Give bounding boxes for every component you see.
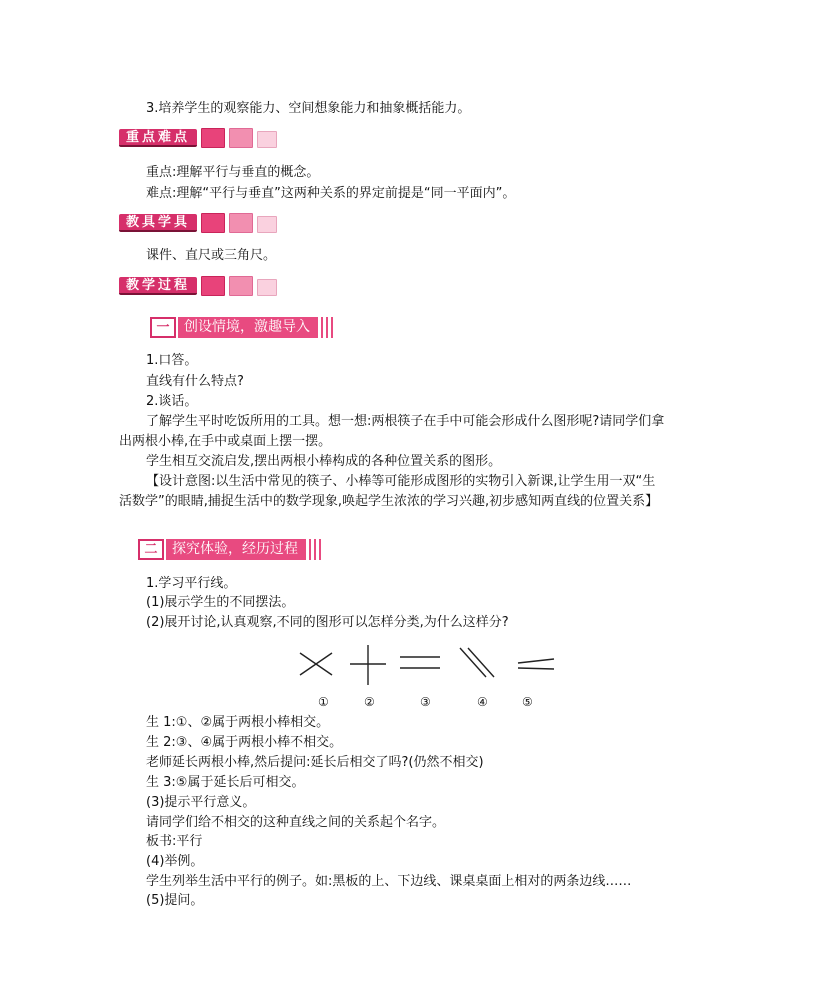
text-line: 1.口答。 (146, 353, 198, 368)
key-point-line: 重点:理解平行与垂直的概念。 (146, 165, 320, 180)
text-line: 生 3:⑤属于延长后可相交。 (146, 775, 305, 790)
text-line: 生 1:①、②属于两根小棒相交。 (146, 715, 330, 730)
decor-square (201, 128, 225, 148)
design-intent-line: 【设计意图:以生活中常见的筷子、小棒等可能形成图形的实物引入新课,让学生用一双“生 (146, 474, 656, 489)
section-label: 重点难点 (119, 129, 197, 147)
part-title: 探究体验，经历过程 (166, 539, 306, 560)
design-intent-line: 活数学”的眼睛,捕捉生活中的数学现象,唤起学生浓浓的学习兴趣,初步感知两直线的位置关系】 (119, 494, 659, 509)
stick-arrangements-figure (296, 645, 561, 690)
decor-square (257, 279, 277, 296)
text-line: (1)展示学生的不同摆法。 (146, 595, 295, 610)
decor-square (257, 131, 277, 148)
text-line: 板书:平行 (146, 834, 203, 849)
section-label: 教具学具 (119, 214, 197, 232)
decor-square (229, 128, 253, 148)
text-line: 2.谈话。 (146, 394, 198, 409)
decor-stripe (314, 539, 316, 560)
part-one-heading (150, 317, 333, 338)
part-two-heading (138, 539, 321, 560)
part-number: 一 (150, 317, 176, 338)
decor-stripe (309, 539, 311, 560)
text-line: (2)展开讨论,认真观察,不同的图形可以怎样分类,为什么这样分? (146, 615, 509, 630)
text-line: 直线有什么特点? (146, 374, 244, 389)
figure5-stick-b (518, 668, 554, 669)
decor-square (257, 216, 277, 233)
section-header-key-points (119, 128, 277, 148)
decor-square (229, 276, 253, 296)
decor-stripe (326, 317, 328, 338)
decor-stripe (321, 317, 323, 338)
text-line: (3)提示平行意义。 (146, 795, 256, 810)
text-line: 学生相互交流启发,摆出两根小棒构成的各种位置关系的图形。 (146, 454, 502, 469)
figure-label: ⑤ (522, 695, 533, 709)
decor-stripe (319, 539, 321, 560)
section-header-tools (119, 213, 277, 233)
objective-line: 3.培养学生的观察能力、空间想象能力和抽象概括能力。 (146, 101, 471, 116)
section-header-process (119, 276, 277, 296)
decor-stripe (331, 317, 333, 338)
text-line: 请同学们给不相交的这种直线之间的关系起个名字。 (146, 815, 446, 830)
tools-line: 课件、直尺或三角尺。 (146, 248, 277, 263)
figure4-stick-a (460, 648, 486, 677)
figure-label: ② (364, 695, 375, 709)
decor-square (201, 213, 225, 233)
text-line: 学生列举生活中平行的例子。如:黑板的上、下边线、课桌桌面上相对的两条边线…… (146, 874, 632, 889)
decor-square (229, 213, 253, 233)
difficulty-line: 难点:理解“平行与垂直”这两种关系的界定前提是“同一平面内”。 (146, 186, 516, 201)
text-line: 老师延长两根小棒,然后提问:延长后相交了吗?(仍然不相交) (146, 755, 484, 770)
part-number: 二 (138, 539, 164, 560)
text-line: (5)提问。 (146, 893, 204, 908)
text-line: 生 2:③、④属于两根小棒不相交。 (146, 735, 343, 750)
figure4-stick-b (468, 648, 494, 677)
figure5-stick-a (518, 659, 554, 663)
decor-square (201, 276, 225, 296)
text-line: 了解学生平时吃饭所用的工具。想一想:两根筷子在手中可能会形成什么图形呢?请同学们拿 (146, 414, 665, 429)
figure-label: ③ (420, 695, 431, 709)
part-title: 创设情境，激趣导入 (178, 317, 318, 338)
figure-label: ① (318, 695, 329, 709)
text-line: 出两根小棒,在手中或桌面上摆一摆。 (119, 434, 332, 449)
text-line: (4)举例。 (146, 854, 204, 869)
section-label: 教学过程 (119, 277, 197, 295)
text-line: 1.学习平行线。 (146, 576, 237, 591)
figure-label: ④ (477, 695, 488, 709)
